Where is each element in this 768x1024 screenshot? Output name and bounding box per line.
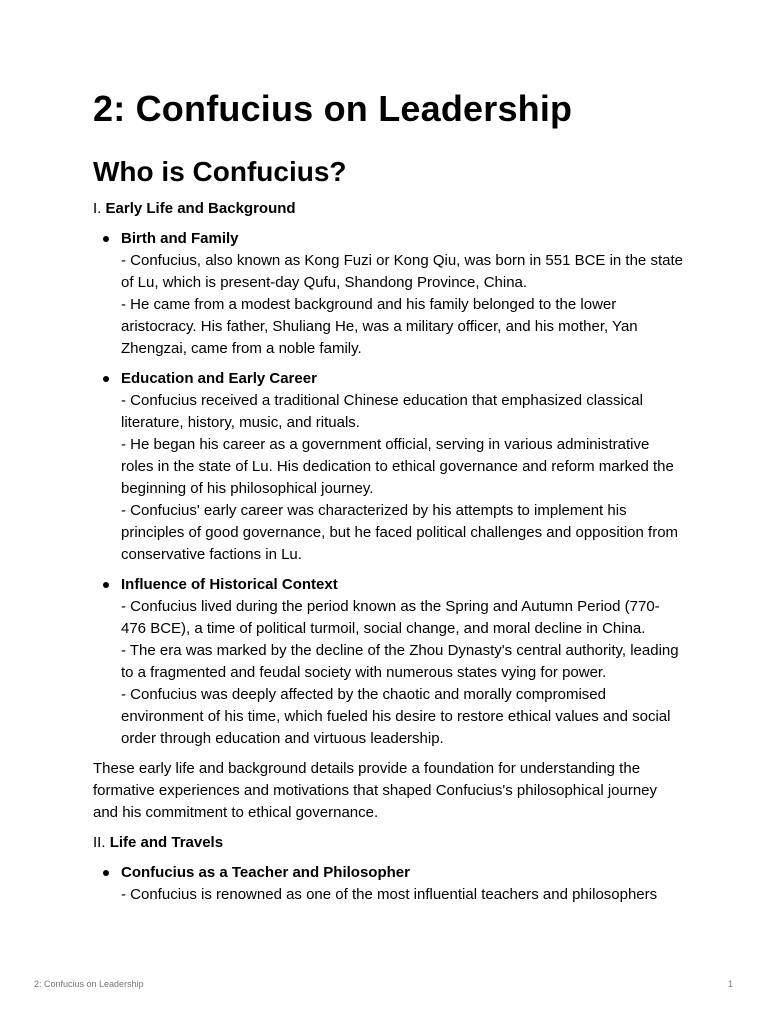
section-2-title: Life and Travels — [109, 834, 224, 851]
section-2-numeral: II. — [93, 834, 106, 851]
list-item-title: Birth and Family — [121, 230, 239, 247]
list-item-line: - Confucius lived during the period known as the Spring and Autumn Period (770-476 BCE), a time of political turmoil, social change, and moral decline in China. — [121, 598, 660, 637]
section-2-list — [93, 862, 683, 906]
section-2-heading — [93, 832, 683, 854]
list-item-line: - He came from a modest background and his family belonged to the lower aristocracy. His father, Shuliang He, was a military officer, and his mother, Yan Zhengzai, came from a noble family. — [121, 296, 638, 357]
list-item-line: - Confucius received a traditional Chinese education that emphasized classical literature, history, music, and rituals. — [121, 392, 643, 431]
list-item — [93, 574, 683, 750]
page-number: 1 — [727, 979, 733, 989]
list-item-line: - Confucius is renowned as one of the most influential teachers and philosophers — [121, 886, 658, 903]
list-item-line: - Confucius' early career was characterized by his attempts to implement his principles of good governance, but he faced political challenges and opposition from conservative factions in Lu. — [121, 502, 679, 563]
section-1-title: Early Life and Background — [105, 200, 296, 217]
content — [93, 86, 683, 914]
list-item-line: - He began his career as a government official, serving in various administrative roles in the state of Lu. His dedication to ethical governance and reform marked the beginning of his philosophical journey. — [121, 436, 674, 497]
section-heading: Who is Confucius? — [93, 156, 347, 187]
list-item-title: Influence of Historical Context — [121, 576, 338, 593]
section-1-list — [93, 228, 683, 750]
section-1-numeral: I. — [93, 200, 102, 217]
list-item — [93, 368, 683, 566]
list-item — [93, 228, 683, 360]
list-item-line: - Confucius, also known as Kong Fuzi or Kong Qiu, was born in 551 BCE in the state of Lu, which is present-day Qufu, Shandong Province, China. — [121, 252, 683, 291]
list-item-title: Confucius as a Teacher and Philosopher — [121, 864, 410, 881]
list-item-title: Education and Early Career — [121, 370, 317, 387]
section-1-heading — [93, 198, 683, 220]
document-title: 2: Confucius on Leadership — [93, 88, 573, 129]
footer-title: 2: Confucius on Leadership — [34, 979, 144, 989]
section-1-summary: These early life and background details provide a foundation for understanding the formative experiences and motivations that shaped Confucius's philosophical journey and his commitment to ethical governance. — [93, 760, 658, 821]
list-item — [93, 862, 683, 906]
list-item-line: - The era was marked by the decline of the Zhou Dynasty's central authority, leading to a fragmented and feudal society with numerous states vying for power. — [121, 642, 679, 681]
list-item-line: - Confucius was deeply affected by the chaotic and morally compromised environment of his time, which fueled his desire to restore ethical values and social order through education and virtuous leadership. — [121, 686, 671, 747]
